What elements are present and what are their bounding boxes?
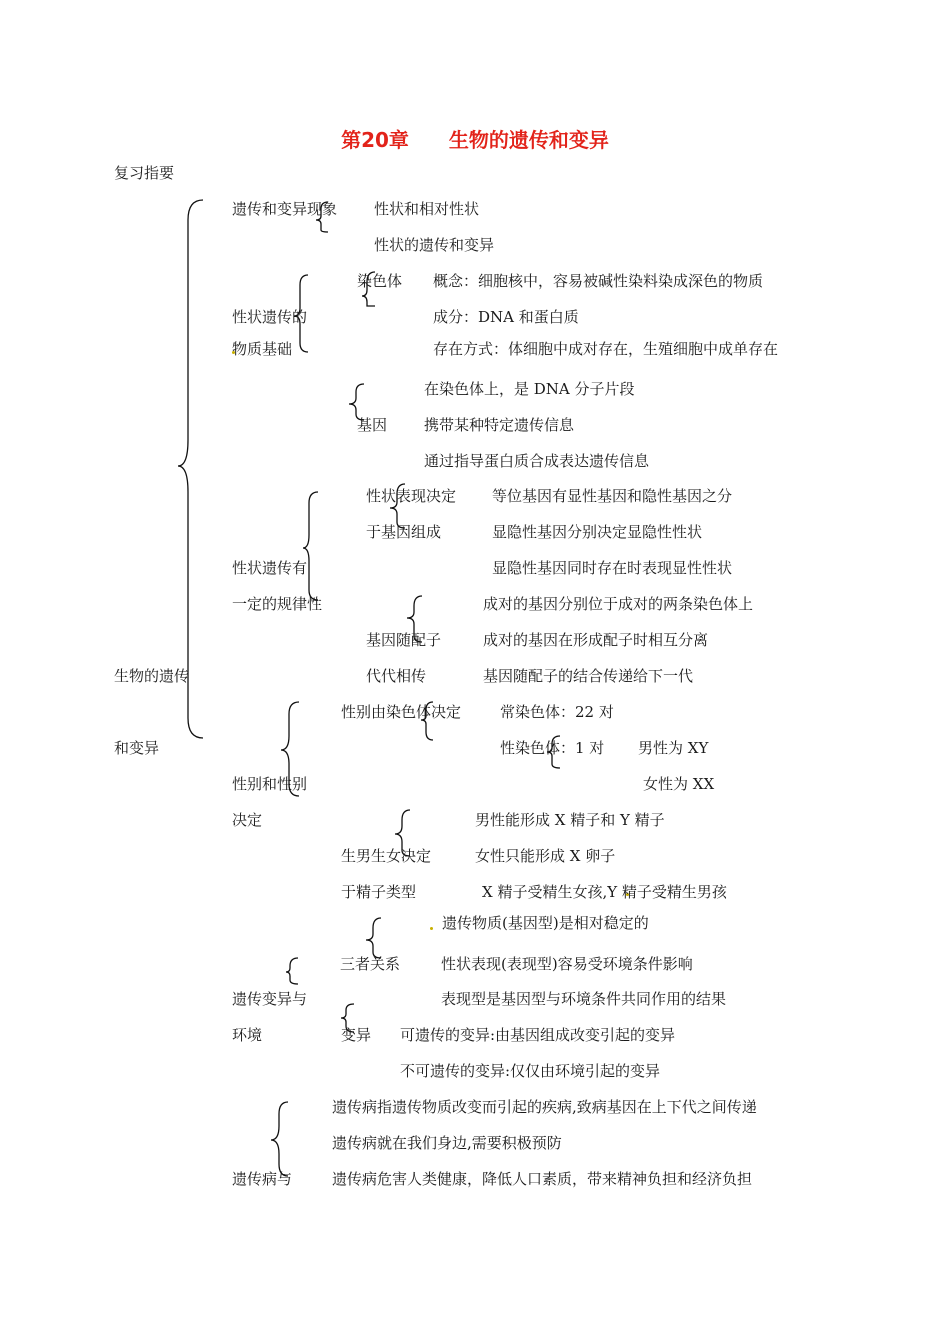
three-label: 三者关系 bbox=[340, 955, 401, 973]
by-sperm-item: 男性能形成 X 精子和 Y 精子 bbox=[475, 811, 665, 829]
gene-determines-item: 显隐性基因同时存在时表现显性性状 bbox=[492, 559, 733, 577]
chromosome-item: 存在方式：体细胞中成对存在，生殖细胞中成单存在 bbox=[433, 340, 779, 358]
disease-item: 遗传病危害人类健康，降低人口素质，带来精神负担和经济负担 bbox=[332, 1170, 753, 1188]
by-sperm-label-line2: 于精子类型 bbox=[341, 883, 417, 901]
disease-item: 遗传病指遗传物质改变而引起的疾病,致病基因在上下代之间传递 bbox=[332, 1098, 757, 1116]
by-sperm-item: X 精子受精生女孩,Y 精子受精生男孩 bbox=[482, 883, 727, 901]
three-item: 表现型是基因型与环境条件共同作用的结果 bbox=[441, 990, 727, 1008]
disease-label: 遗传病与 bbox=[232, 1170, 293, 1188]
female-text: 女性为 XX bbox=[643, 775, 715, 793]
gene-determines-label-line2: 于基因组成 bbox=[366, 523, 442, 541]
gene-determines-item: 等位基因有显性基因和隐性基因之分 bbox=[492, 487, 733, 505]
variation-label-line2: 环境 bbox=[232, 1026, 263, 1044]
root-label-line1: 生物的遗传 bbox=[114, 667, 190, 685]
brace-variation bbox=[286, 958, 298, 984]
gene-determines-label-line1: 性状表现决定 bbox=[366, 487, 457, 505]
decorative-dot bbox=[430, 927, 433, 930]
three-item: 性状表现(表现型)容易受环境条件影响 bbox=[441, 955, 693, 973]
sex-label-line2: 决定 bbox=[232, 811, 263, 829]
by-sperm-item: 女性只能形成 X 卵子 bbox=[475, 847, 616, 865]
regularity-label-line1: 性状遗传有 bbox=[232, 559, 308, 577]
gene-label: 基因 bbox=[357, 416, 388, 434]
phenomenon-item: 性状的遗传和变异 bbox=[374, 236, 495, 254]
kinds-item: 不可遗传的变异:仅仅由环境引起的变异 bbox=[400, 1062, 661, 1080]
brace-root bbox=[178, 200, 203, 738]
variation-label-line1: 遗传变异与 bbox=[232, 990, 308, 1008]
root-label-line2: 和变异 bbox=[114, 739, 160, 757]
chromosome-item: 成分：DNA 和蛋白质 bbox=[433, 308, 579, 326]
brace-regularity bbox=[303, 492, 318, 600]
gene-item: 在染色体上，是 DNA 分子片段 bbox=[424, 380, 635, 398]
chromosome-label: 染色体 bbox=[357, 272, 403, 290]
gene-item: 携带某种特定遗传信息 bbox=[424, 416, 575, 434]
phenomenon-item: 性状和相对性状 bbox=[374, 200, 480, 218]
chapter-title: 第20章 生物的遗传和变异 bbox=[341, 128, 609, 152]
material-label-line2: 物质基础 bbox=[232, 340, 293, 358]
by-chromosome-label: 性别由染色体决定 bbox=[341, 703, 462, 721]
kinds-item: 可遗传的变异:由基因组成改变引起的变异 bbox=[400, 1026, 676, 1044]
regularity-label-line2: 一定的规律性 bbox=[232, 595, 323, 613]
sex-label-line1: 性别和性别 bbox=[232, 775, 308, 793]
gene-item: 通过指导蛋白质合成表达遗传信息 bbox=[424, 452, 650, 470]
brace-three bbox=[366, 918, 381, 958]
male-text: 男性为 XY bbox=[638, 739, 709, 757]
gamete-item: 成对的基因分别位于成对的两条染色体上 bbox=[483, 595, 754, 613]
disease-item: 遗传病就在我们身边,需要积极预防 bbox=[332, 1134, 562, 1152]
gamete-item: 基因随配子的结合传递给下一代 bbox=[483, 667, 694, 685]
three-item: 遗传物质(基因型)是相对稳定的 bbox=[442, 914, 649, 932]
chromosome-item: 概念：细胞核中，容易被碱性染料染成深色的物质 bbox=[433, 272, 764, 290]
brace-gene bbox=[349, 384, 364, 420]
material-label-line1: 性状遗传的 bbox=[232, 308, 308, 326]
review-heading: 复习指要 bbox=[114, 164, 175, 182]
brace-disease bbox=[271, 1102, 288, 1176]
by-sperm-label-line1: 生男生女决定 bbox=[341, 847, 432, 865]
phenomenon-label: 遗传和变异现象 bbox=[232, 200, 338, 218]
gamete-label-line2: 代代相传 bbox=[366, 667, 427, 685]
sex-chromosome-text: 性染色体：1 对 bbox=[500, 739, 605, 757]
gamete-label-line1: 基因随配子 bbox=[366, 631, 442, 649]
gamete-item: 成对的基因在形成配子时相互分离 bbox=[483, 631, 709, 649]
gene-determines-item: 显隐性基因分别决定显隐性性状 bbox=[492, 523, 703, 541]
kinds-label: 变异 bbox=[341, 1026, 372, 1044]
autosome-text: 常染色体：22 对 bbox=[500, 703, 614, 721]
